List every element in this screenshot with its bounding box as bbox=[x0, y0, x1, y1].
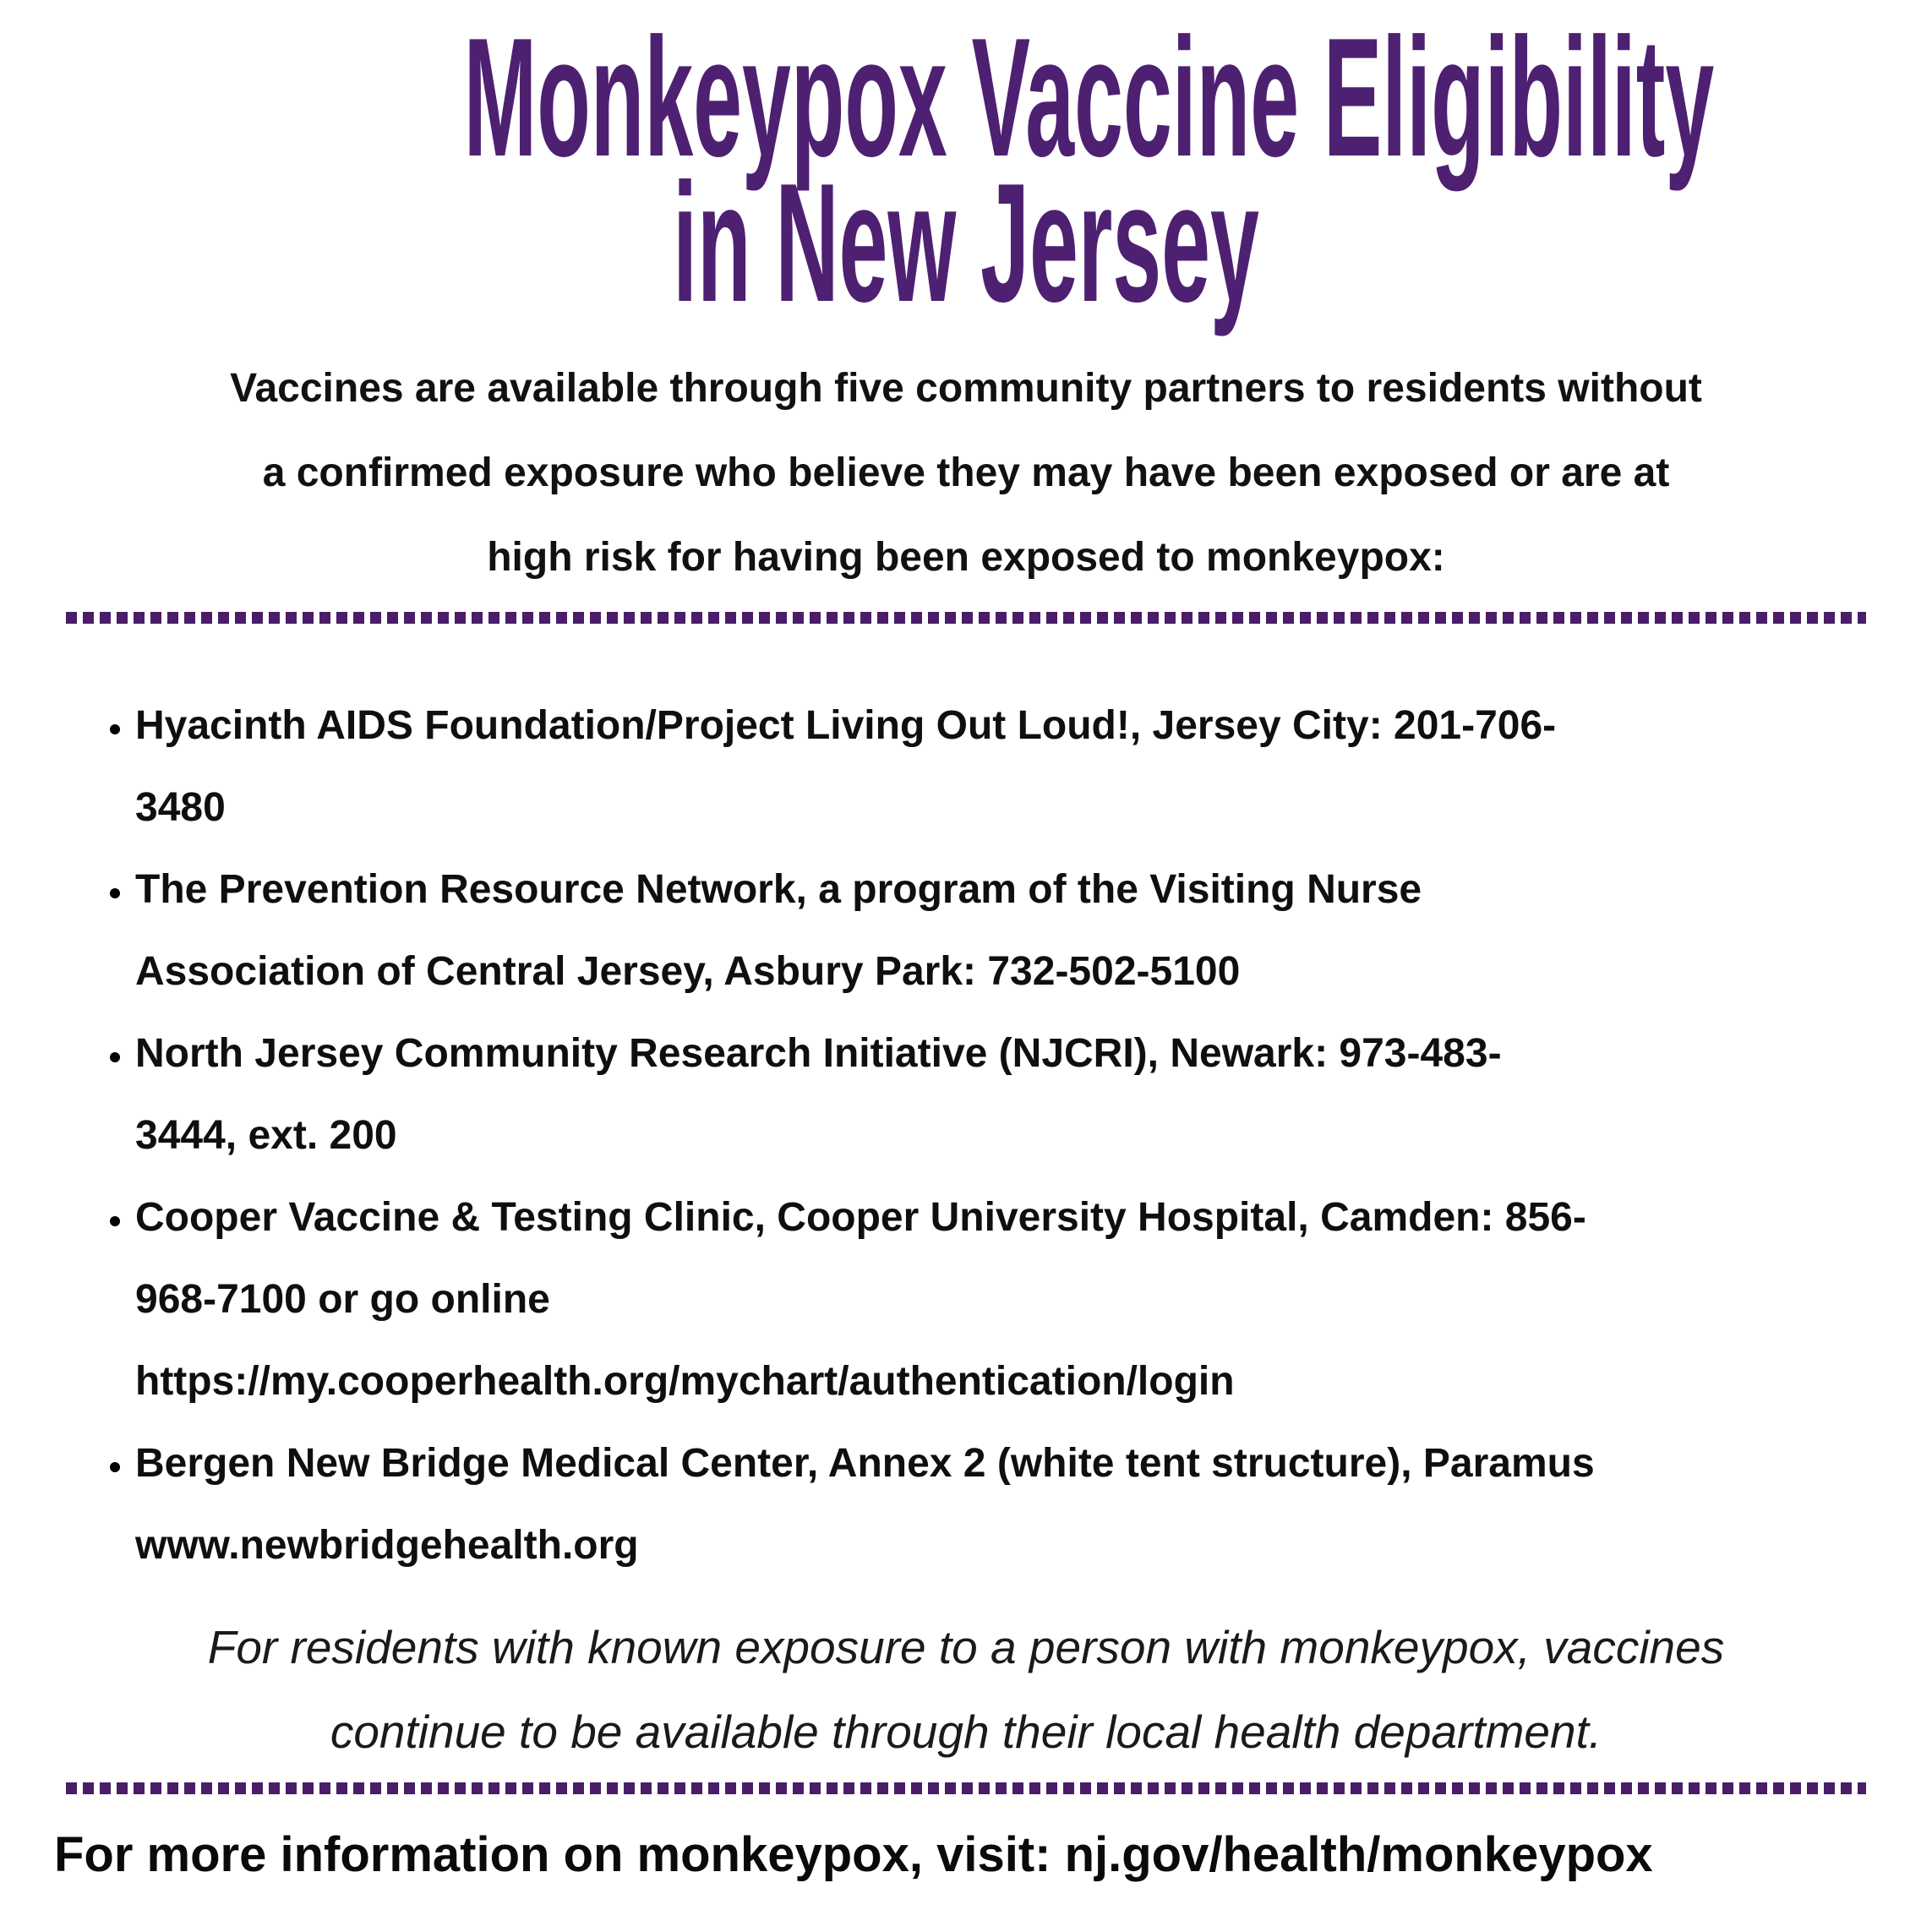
partner-list bbox=[0, 685, 1864, 1586]
list-item-prevention-resource-network bbox=[135, 849, 1864, 1012]
more-info-footer: For more information on monkeypox, visit: nj.gov/health/monkeypox bbox=[54, 1827, 1653, 1882]
partner-line: North Jersey Community Research Initiative (NJCRI), Newark: 973-483- bbox=[135, 1031, 1502, 1076]
partner-line: 968-7100 or go online bbox=[135, 1277, 550, 1322]
note-line-2: continue to be available through their local health department. bbox=[330, 1706, 1602, 1758]
partner-line: Bergen New Bridge Medical Center, Annex 2 (white tent structure), Paramus bbox=[135, 1441, 1595, 1486]
list-item-bergen-new-bridge bbox=[135, 1422, 1864, 1586]
cooperhealth-url: https://my.cooperhealth.org/mychart/authentication/login bbox=[135, 1359, 1235, 1404]
intro-line-1: Vaccines are available through five community partners to residents without bbox=[230, 366, 1702, 411]
dotted-divider-top bbox=[66, 612, 1866, 624]
intro-line-2: a confirmed exposure who believe they may have been exposed or are at bbox=[262, 450, 1670, 495]
page-title-line1: Monkeypox Vaccine Eligibility bbox=[463, 3, 1715, 192]
list-item-cooper bbox=[135, 1176, 1864, 1422]
partner-line: 3444, ext. 200 bbox=[135, 1113, 397, 1158]
list-item-njcri bbox=[135, 1012, 1864, 1176]
page-title-line2: in New Jersey bbox=[673, 149, 1259, 337]
partner-line: 3480 bbox=[135, 785, 226, 830]
partner-line: The Prevention Resource Network, a program of the Visiting Nurse bbox=[135, 867, 1422, 912]
known-exposure-note bbox=[0, 1605, 1932, 1774]
newbridgehealth-url: www.newbridgehealth.org bbox=[135, 1523, 639, 1568]
dotted-divider-bottom bbox=[66, 1782, 1866, 1794]
page-title bbox=[0, 0, 1932, 337]
intro-paragraph bbox=[0, 347, 1932, 600]
partner-line: Cooper Vaccine & Testing Clinic, Cooper University Hospital, Camden: 856- bbox=[135, 1195, 1586, 1240]
note-line-1: For residents with known exposure to a person with monkeypox, vaccines bbox=[207, 1621, 1725, 1673]
partner-line: Hyacinth AIDS Foundation/Project Living Out Loud!, Jersey City: 201-706- bbox=[135, 703, 1557, 748]
intro-line-3: high risk for having been exposed to monkeypox: bbox=[487, 535, 1445, 580]
list-item-hyacinth bbox=[135, 685, 1864, 849]
partner-line: Association of Central Jersey, Asbury Park: 732-502-5100 bbox=[135, 949, 1241, 994]
